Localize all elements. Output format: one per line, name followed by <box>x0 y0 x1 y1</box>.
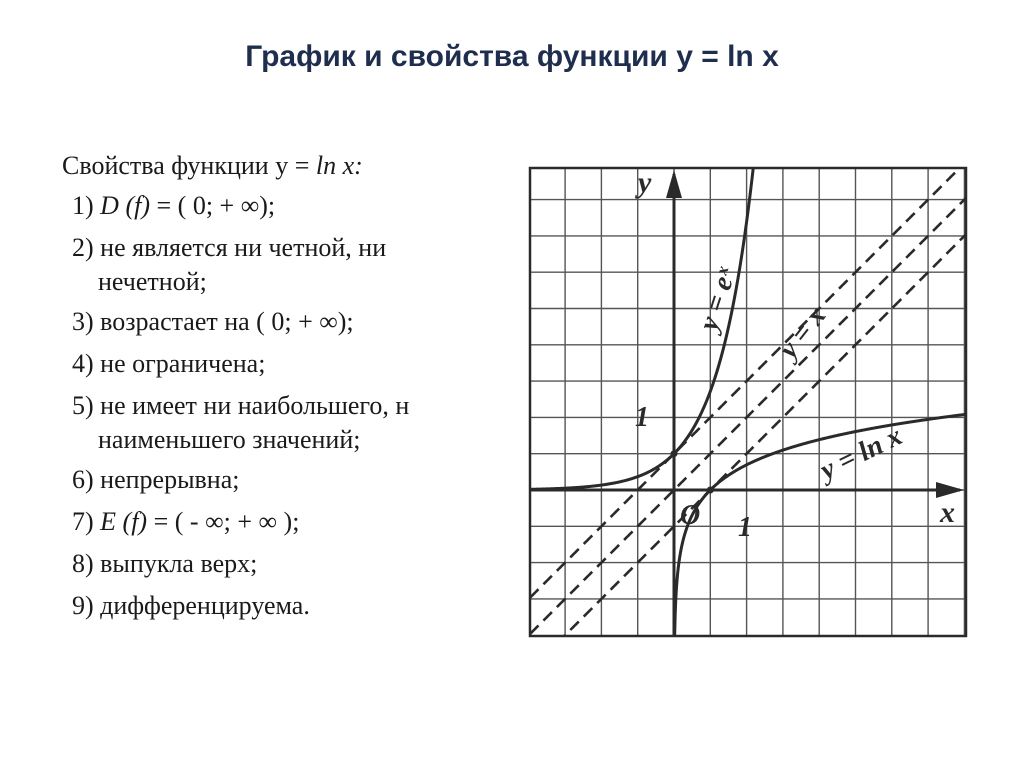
grid <box>530 168 966 636</box>
property-2-continued: нечетной; <box>98 267 207 296</box>
function-graph <box>520 160 970 640</box>
x-axis-label: x <box>940 496 955 529</box>
y-axis-arrow <box>666 170 682 198</box>
properties-list <box>62 146 522 626</box>
y-tick-one: 1 <box>635 402 649 433</box>
property-3: 3) возрастает на ( 0; + ∞); <box>72 307 354 336</box>
property-8: 8) выпукла верх; <box>72 549 258 578</box>
property-9: 9) дифференцируема. <box>72 591 310 620</box>
curves <box>530 160 966 640</box>
series-ln-curve <box>674 414 966 640</box>
heading-text: Свойства функции y = <box>62 151 316 180</box>
property-1-function: D (f) <box>100 191 150 220</box>
property-1-text: = ( 0; + ∞); <box>150 191 276 220</box>
property-6: 6) непрерывна; <box>72 465 240 494</box>
property-4: 4) не ограничена; <box>72 349 266 378</box>
property-7-function: E (f) <box>100 507 148 536</box>
origin-label: O <box>680 500 701 531</box>
exp-curve-label: y = eˣ <box>693 263 743 335</box>
x-tick-one: 1 <box>738 512 752 543</box>
y-axis-label: y <box>638 166 652 199</box>
heading-function: ln x: <box>315 151 363 180</box>
identity-line-label: y = x <box>773 300 833 365</box>
ln-curve-label: y = ln x <box>815 420 908 487</box>
slide-title: График и свойства функции y = ln x <box>245 40 779 73</box>
property-7 <box>62 502 522 542</box>
property-5: 5) не имеет ни наибольшего, н <box>72 391 410 420</box>
series-identity-curve <box>530 198 966 634</box>
property-7-number: 7) <box>72 507 101 536</box>
property-2: 2) не является ни четной, ни <box>72 233 387 262</box>
graph-border <box>530 168 966 636</box>
properties-heading <box>62 146 522 186</box>
property-7-text: = ( - ∞; + ∞ ); <box>147 507 300 536</box>
property-1 <box>62 186 522 226</box>
property-1-number: 1) <box>72 191 101 220</box>
property-5-continued: наименьшего значений; <box>98 425 361 454</box>
